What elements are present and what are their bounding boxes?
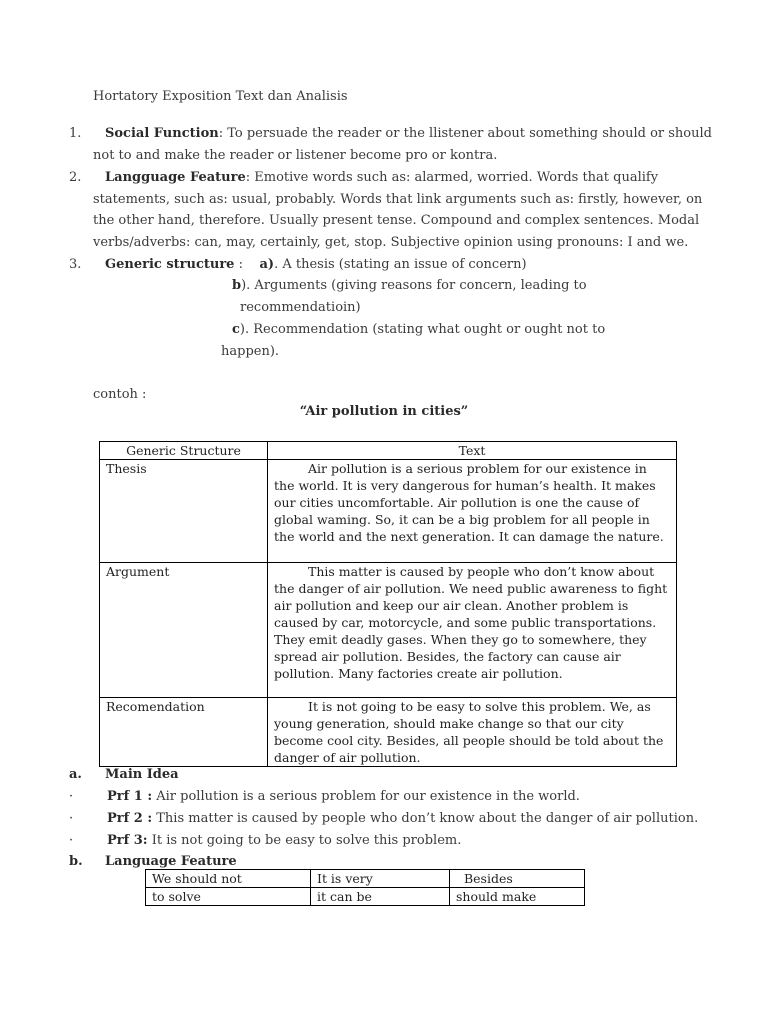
lf-cell: Besides [450,870,585,888]
item-2-line-2: statements, such as: usual, probably. Words that link arguments such as: firstly, however, on [93,192,703,207]
item-2-line-3: the other hand, therefore. Usually present tense. Compound and complex sentences. Modal [93,213,700,228]
language-feature-heading: Language Feature [105,854,237,869]
generic-structure-table [99,441,677,767]
table-row [146,888,585,906]
example-title: “Air pollution in cities” [299,404,469,419]
header-generic-structure: Generic Structure [100,442,268,460]
item-3-c-line: c). Recommendation (stating what ought or ought not to [232,322,606,337]
language-feature-letter: b. [69,854,83,869]
item-2-line-1: Langguage Feature: Emotive words such as: alarmed, worried. Words that qualify [105,170,659,185]
header-text: Text [268,442,677,460]
main-idea-letter: a. [69,767,82,782]
row-label-recomendation: Recomendation [100,698,268,767]
lf-cell: to solve [146,888,311,906]
item-3-b-line: b). Arguments (giving reasons for concern, leading to [232,278,587,293]
item-1-label: Social Function [105,126,219,141]
item-3-b-label: b [232,278,242,293]
prf-1-line: Prf 1 : Air pollution is a serious problem for our existence in the world. [107,789,580,804]
lf-cell: It is very [311,870,450,888]
row-text-thesis: Air pollution is a serious problem for our existence in the world. It is very dangerous for human’s health. It makes our cities uncomfortable. Air pollution is one the cause of global waming. So, it can be a big problem for all people in the world and the next generation. It can damage the nature. [268,460,677,563]
table-row [100,563,677,698]
table-row [146,870,585,888]
prf-3-line: Prf 3: It is not going to be easy to solve this problem. [107,833,462,848]
bullet-icon: · [69,811,74,826]
lf-cell: it can be [311,888,450,906]
contoh-label: contoh : [93,387,147,402]
lf-cell: should make [450,888,585,906]
row-label-thesis: Thesis [100,460,268,563]
row-text-recomendation: It is not going to be easy to solve this problem. We, as young generation, should make change so that our city become cool city. Besides, all people should be told about the danger of air pollution. [268,698,677,767]
item-1-line-2: not to and make the reader or listener become pro or kontra. [93,148,498,163]
item-1-line-1: Social Function: To persuade the reader or the llistener about something should or should [105,126,712,141]
item-3-b-line-2: recommendatioin) [240,300,361,315]
document-title: Hortatory Exposition Text dan Analisis [93,89,348,104]
lf-cell: We should not [146,870,311,888]
item-3-line-1: Generic structure : a). A thesis (stating an issue of concern) [105,257,527,272]
row-text-argument: This matter is caused by people who don’t know about the danger of air pollution. We need public awareness to fight air pollution and keep our air clean. Another problem is caused by car, motorcycle, and some public transportations. They emit deadly gases. When they go to somewhere, they spread air pollution. Besides, the factory can cause air pollution. Many factories create air pollution. [268,563,677,698]
language-feature-table [145,869,585,906]
item-3-a-label: a) [259,257,275,272]
example-title-row [0,401,768,423]
item-2-label: Langguage Feature [105,170,246,185]
bullet-icon: · [69,833,74,848]
item-2-number: 2. [69,170,82,185]
item-3-c-label: c [232,322,240,337]
main-idea-heading: Main Idea [105,767,179,782]
item-2-line-4: verbs/adverbs: can, may, certainly, get, stop. Subjective opinion using pronouns: I and we. [93,235,689,250]
bullet-icon: · [69,789,74,804]
item-1-number: 1. [69,126,82,141]
table-row [100,460,677,563]
item-3-label: Generic structure [105,257,235,272]
row-label-argument: Argument [100,563,268,698]
item-3-number: 3. [69,257,82,272]
item-3-c-line-2: happen). [221,344,280,359]
table-row [100,698,677,767]
table-header-row [100,442,677,460]
prf-2-line: Prf 2 : This matter is caused by people who don’t know about the danger of air pollution. [107,811,699,826]
